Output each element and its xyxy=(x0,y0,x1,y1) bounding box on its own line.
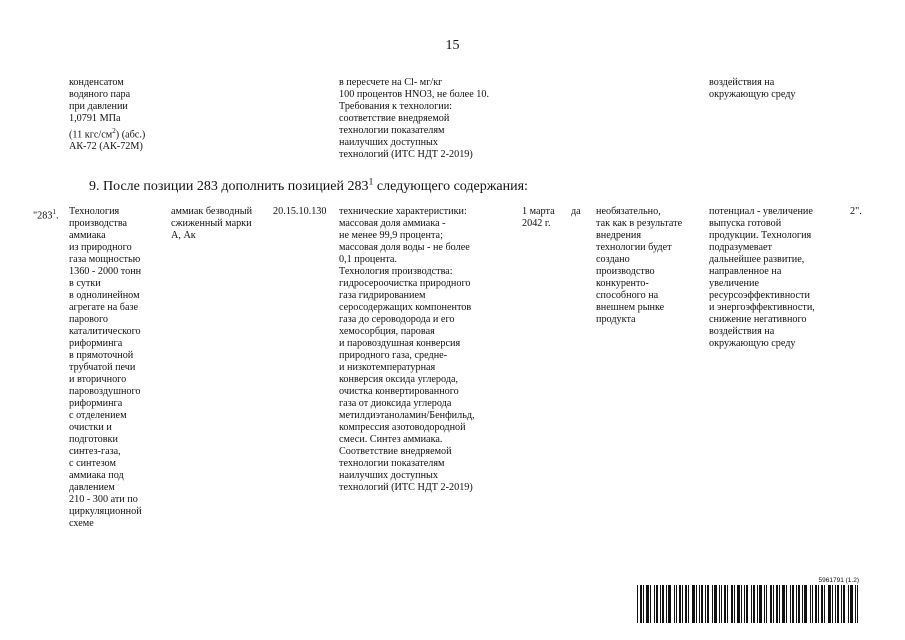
text-line: трубчатой печи xyxy=(69,362,136,373)
text-line: массовая доля воды - не более xyxy=(339,242,470,253)
text-line: 0,1 процента. xyxy=(339,254,397,265)
text-line: метилдиэтаноламин/Бенфильд, xyxy=(339,410,475,421)
text-line: серосодержащих компонентов xyxy=(339,302,472,313)
text-line: подготовки xyxy=(69,434,118,445)
continuation-col-potential xyxy=(709,77,796,101)
text-line: создано xyxy=(596,254,630,265)
text-line: схеме xyxy=(69,518,94,529)
text-line: воздействия на xyxy=(709,326,775,337)
text-line: конденсатом xyxy=(69,77,124,88)
text-line: риформинга xyxy=(69,338,123,349)
technical-characteristics xyxy=(339,206,475,494)
category-text: 2". xyxy=(850,206,862,217)
text-line: наилучших доступных xyxy=(339,470,438,481)
text-line: 210 - 300 ати по xyxy=(69,494,138,505)
text-line: синтез-газа, xyxy=(69,446,121,457)
text-line: конверсия оксида углерода, xyxy=(339,374,459,385)
text-line: продукции. Технология xyxy=(709,230,812,241)
row-number: "$283^1$. xyxy=(33,208,59,222)
text-line: паровоздушного xyxy=(69,386,141,397)
text-line: потенциал - увеличение xyxy=(709,206,813,217)
text-line: агрегате на базе xyxy=(69,302,139,313)
justification xyxy=(596,206,682,326)
text-line: производства xyxy=(69,218,128,229)
text-line: выпуска готовой xyxy=(709,218,782,229)
text-line: соответствие внедряемой xyxy=(339,113,450,124)
okpd-code xyxy=(273,206,326,218)
text-line: внешнем рынке xyxy=(596,302,665,313)
text-line: Технология xyxy=(69,206,120,217)
text-line: А, Ак xyxy=(171,230,196,241)
technology-description xyxy=(69,206,142,530)
text-line: давлением xyxy=(69,482,115,493)
text-line: необязательно, xyxy=(596,206,661,217)
text-line: сжиженный марки xyxy=(171,218,252,229)
text-line: аммиака xyxy=(69,230,106,241)
continuation-col-characteristics xyxy=(339,77,489,161)
text-line: при давлении xyxy=(69,101,128,112)
text-line: 100 процентов HNO3, не более 10. xyxy=(339,89,489,100)
text-line: и энергоэффективности, xyxy=(709,302,815,313)
text-line: ресурсоэффективности xyxy=(709,290,810,301)
text-line: технологий (ИТС НДТ 2-2019) xyxy=(339,482,473,493)
potential-description xyxy=(709,206,815,350)
text-line: направленное на xyxy=(709,266,782,277)
okpd-code-text: 20.15.10.130 xyxy=(273,206,327,217)
text-line: технологии будет xyxy=(596,242,672,253)
deadline-date xyxy=(522,206,555,230)
text-line: в прямоточной xyxy=(69,350,134,361)
text-line: в сутки xyxy=(69,278,101,289)
text-line: гидросероочистка природного xyxy=(339,278,471,289)
text-line: технологии показателям xyxy=(339,125,445,136)
text-line: подразумевает xyxy=(709,242,772,253)
text-line: 1360 - 2000 тонн xyxy=(69,266,142,277)
text-line: аммиака под xyxy=(69,470,124,481)
text-line: и низкотемпературная xyxy=(339,362,436,373)
text-line: окружающую среду xyxy=(709,89,796,100)
text-line: природного газа, средне- xyxy=(339,350,448,361)
text-line: водяного пара xyxy=(69,89,131,100)
category-value xyxy=(850,206,862,218)
text-line: массовая доля аммиака - xyxy=(339,218,446,229)
text-line: дальнейшее развитие, xyxy=(709,254,805,265)
text-line: в пересчете на Cl- мг/кг xyxy=(339,77,443,88)
text-line: аммиак безводный xyxy=(171,206,253,217)
text-line: очистка конвертированного xyxy=(339,386,459,397)
text-line: 1,0791 МПа xyxy=(69,113,121,124)
text-line: и вторичного xyxy=(69,374,127,385)
text-line: и паровоздушная конверсия xyxy=(339,338,461,349)
text-line: очистки и xyxy=(69,422,112,433)
text-line: каталитического xyxy=(69,326,141,337)
text-line: с синтезом xyxy=(69,458,116,469)
text-line: 1 марта xyxy=(522,206,555,217)
text-line: Технология производства: xyxy=(339,266,453,277)
text-line: газа от диоксида углерода xyxy=(339,398,452,409)
text-line: из природного xyxy=(69,242,132,253)
text-line: окружающую среду xyxy=(709,338,796,349)
product-name xyxy=(171,206,252,242)
text-line: (11 кгс/$см^2$) (абс.) xyxy=(69,127,146,141)
text-line: технические характеристики: xyxy=(339,206,467,217)
text-line: в однолинейном xyxy=(69,290,140,301)
amendment-heading xyxy=(89,173,528,196)
text-line: снижение негативного xyxy=(709,314,807,325)
text-line: увеличение xyxy=(709,278,759,289)
text-line: 2042 г. xyxy=(522,218,551,229)
page-number: 15 xyxy=(445,38,460,53)
text-line: наилучших доступных xyxy=(339,137,438,148)
text-line: газа гидрированием xyxy=(339,290,426,301)
text-line: с отделением xyxy=(69,410,127,421)
text-line: газа мощностью xyxy=(69,254,141,265)
text-line: парового xyxy=(69,314,109,325)
text-line: Требования к технологии: xyxy=(339,101,452,112)
text-line: смеси. Синтез аммиака. xyxy=(339,434,443,445)
barcode-label: 5961791 (1.2) xyxy=(818,577,859,584)
text-line: риформинга xyxy=(69,398,123,409)
barcode-block xyxy=(636,577,862,623)
text-line: газа до сероводорода и его xyxy=(339,314,455,325)
text-line: не менее 99,9 процента; xyxy=(339,230,443,241)
text-line: внедрения xyxy=(596,230,642,241)
flag-text: да xyxy=(571,206,581,217)
heading-text: 9. После позиции 283 дополнить позицией $283^1$ следующего содержания: xyxy=(89,176,528,194)
continuation-col-technology xyxy=(69,77,145,153)
text-line: конкуренто- xyxy=(596,278,649,289)
text-line: технологии показателям xyxy=(339,458,445,469)
text-line: хемосорбция, паровая xyxy=(339,326,435,337)
barcode-image xyxy=(636,585,862,623)
text-line: компрессия азотоводородной xyxy=(339,422,466,433)
text-line: способного на xyxy=(596,290,659,301)
text-line: производство xyxy=(596,266,655,277)
text-line: технологий (ИТС НДТ 2-2019) xyxy=(339,149,473,160)
text-line: воздействия на xyxy=(709,77,775,88)
text-line: так как в результате xyxy=(596,218,683,229)
text-line: АК-72 (АК-72М) xyxy=(69,141,143,153)
text-line: Соответствие внедряемой xyxy=(339,446,452,457)
text-line: циркуляционной xyxy=(69,506,142,517)
text-line: продукта xyxy=(596,314,636,325)
flag-value xyxy=(571,206,581,218)
